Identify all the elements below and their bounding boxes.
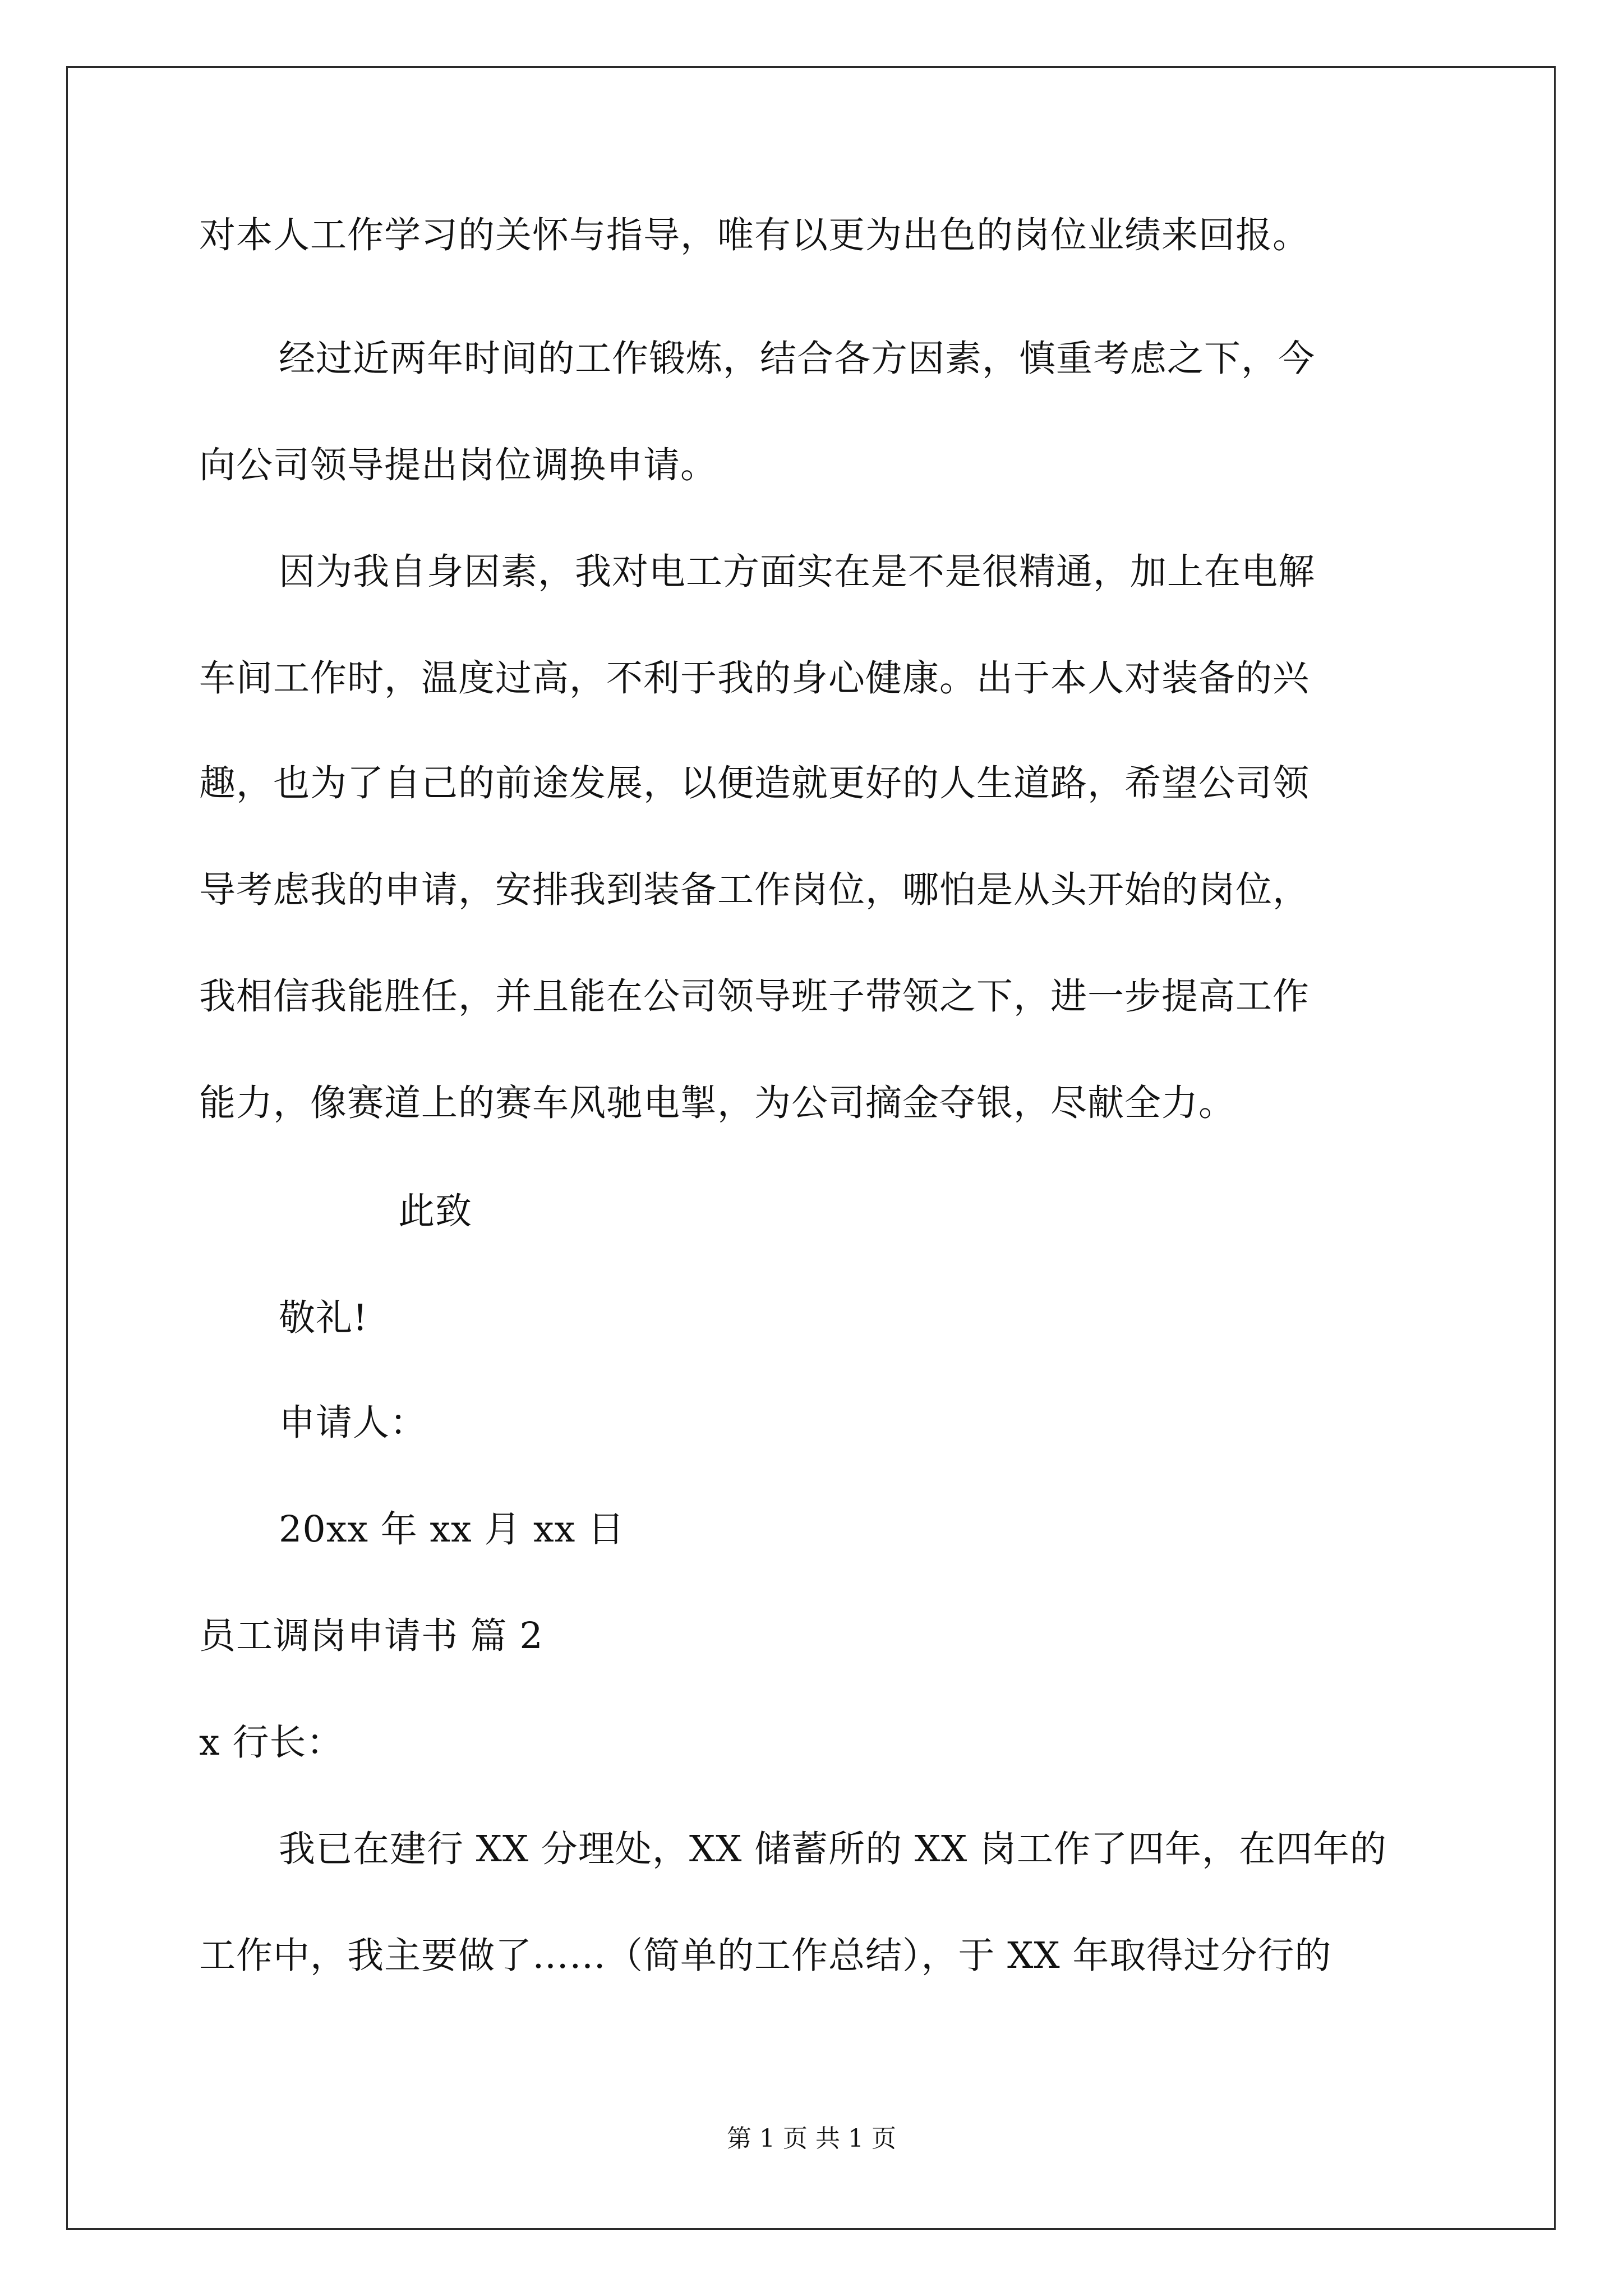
page-number: 第 1 页 共 1 页: [727, 2124, 896, 2153]
text-line: 趣，也为了自己的前途发展，以便造就更好的人生道路，希望公司领: [199, 762, 1310, 804]
text-line: 我相信我能胜任，并且能在公司领导班子带领之下，进一步提高工作: [199, 976, 1310, 1018]
text-line: 向公司领导提出岗位调换申请。: [199, 444, 718, 486]
date-line: 20xx 年 xx 月 xx 日: [279, 1508, 625, 1550]
page-border: [66, 66, 1556, 2230]
text-line: 经过近两年时间的工作锻炼，结合各方因素，慎重考虑之下，今: [279, 338, 1316, 380]
text-line: 工作中，我主要做了……（简单的工作总结），于 XX 年取得过分行的: [199, 1935, 1332, 1977]
text-line: 对本人工作学习的关怀与指导，唯有以更为出色的岗位业绩来回报。: [199, 214, 1310, 256]
applicant-label: 申请人：: [279, 1402, 427, 1444]
text-line: 因为我自身因素，我对电工方面实在是不是很精通，加上在电解: [279, 551, 1316, 593]
text-line: 导考虑我的申请，安排我到装备工作岗位，哪怕是从头开始的岗位，: [199, 869, 1310, 911]
text-line: 车间工作时，温度过高，不利于我的身心健康。出于本人对装备的兴: [199, 657, 1310, 700]
addressee: x 行长：: [199, 1722, 344, 1764]
text-line: 我已在建行 XX 分理处，XX 储蓄所的 XX 岗工作了四年，在四年的: [279, 1828, 1387, 1870]
salutation: 敬礼!: [279, 1297, 368, 1339]
closing-phrase: 此致: [398, 1190, 473, 1232]
text-line: 能力，像赛道上的赛车风驰电掣，为公司摘金夺银，尽献全力。: [199, 1082, 1236, 1124]
section-title: 员工调岗申请书 篇 2: [199, 1615, 543, 1657]
